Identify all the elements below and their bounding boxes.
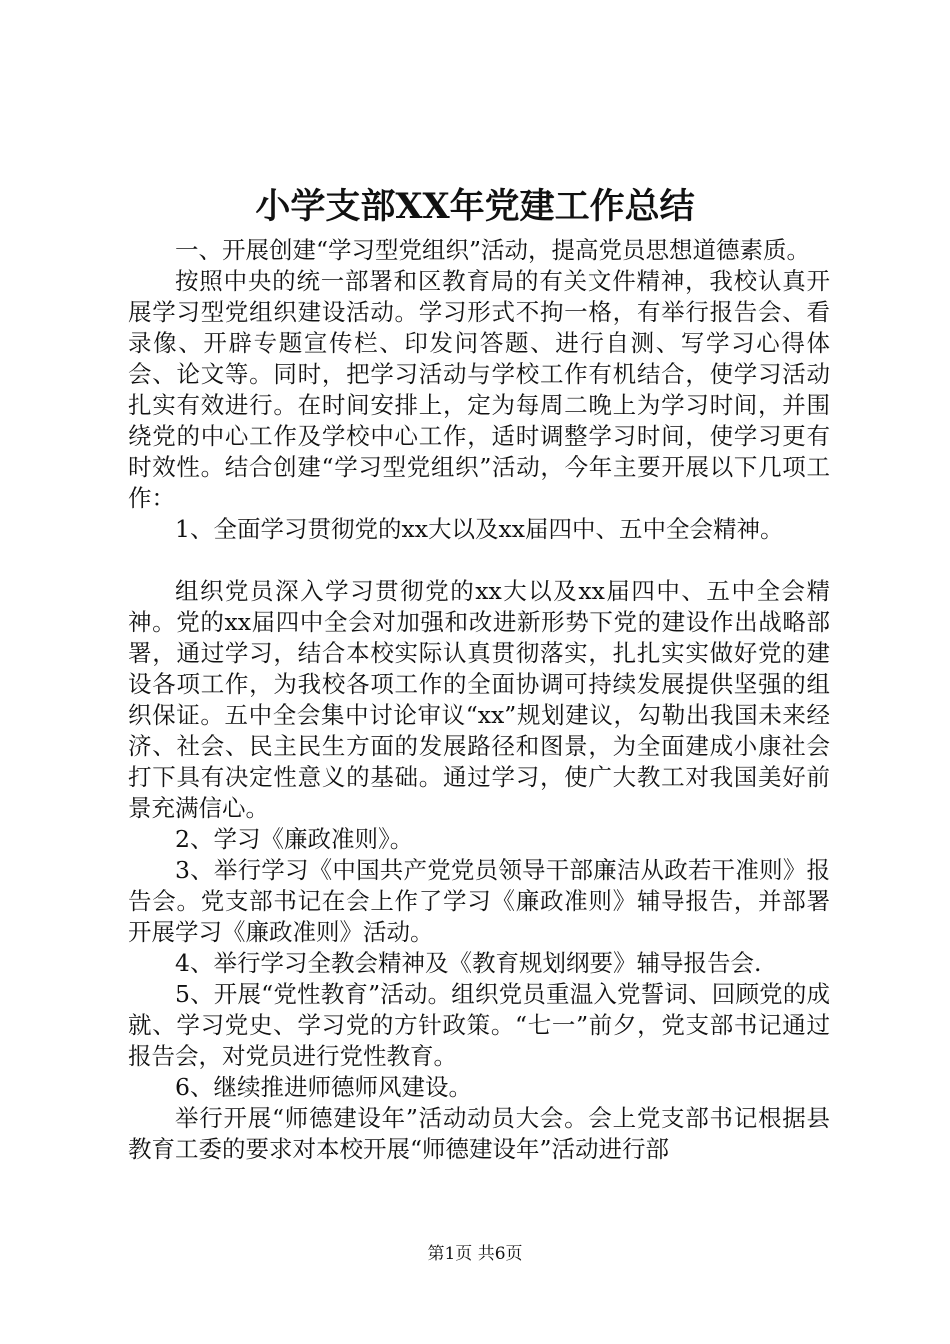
document-body (128, 235, 830, 1165)
paragraph-item-5: 5、开展“党性教育”活动。组织党员重温入党誓词、回顾党的成就、学习党史、学习党的方针政策。“七一”前夕，党支部书记通过报告会，对党员进行党性教育。 (128, 980, 830, 1070)
document-title: 小学支部XX年党建工作总结 (255, 186, 695, 227)
item-heading-2: 2、学习《廉政准则》。 (175, 825, 414, 853)
item-heading-1: 1、全面学习贯彻党的xx大以及xx届四中、五中全会精神。 (175, 515, 784, 543)
section-heading-1: 一、开展创建“学习型党组织”活动，提高党员思想道德素质。 (175, 236, 811, 264)
paragraph-item-6: 举行开展“师德建设年”活动动员大会。会上党支部书记根据县教育工委的要求对本校开展“师德建设年”活动进行部 (128, 1104, 830, 1163)
item-heading-6: 6、继续推进师德师风建设。 (175, 1073, 472, 1101)
paragraph-item-1: 组织党员深入学习贯彻党的xx大以及xx届四中、五中全会精神。党的xx届四中全会对加强和改进新形势下党的建设作出战略部署，通过学习，结合本校实际认真贯彻落实，扎扎实实做好党的建设各项工作，为我校各项工作的全面协调可持续发展提供坚强的组织保证。五中全会集中讨论审议“xx”规划建议，勾勒出我国未来经济、社会、民主民生方面的发展路径和图景，为全面建成小康社会打下具有决定性意义的基础。通过学习，使广大教工对我国美好前景充满信心。 (128, 577, 830, 822)
paragraph-item-3: 3、举行学习《中国共产党党员领导干部廉洁从政若干准则》报告会。党支部书记在会上作了学习《廉政准则》辅导报告，并部署开展学习《廉政准则》活动。 (128, 856, 830, 946)
page-footer: 第1页 共6页 (427, 1244, 523, 1264)
paragraph-item-4: 4、举行学习全教会精神及《教育规划纲要》辅导报告会. (175, 949, 762, 977)
paragraph-intro: 按照中央的统一部署和区教育局的有关文件精神，我校认真开展学习型党组织建设活动。学习形式不拘一格，有举行报告会、看录像、开辟专题宣传栏、印发问答题、进行自测、写学习心得体会、论文等。同时，把学习活动与学校工作有机结合，使学习活动扎实有效进行。在时间安排上，定为每周二晚上为学习时间，并围绕党的中心工作及学校中心工作，适时调整学习时间，使学习更有时效性。结合创建“学习型党组织”活动，今年主要开展以下几项工作： (128, 267, 830, 512)
